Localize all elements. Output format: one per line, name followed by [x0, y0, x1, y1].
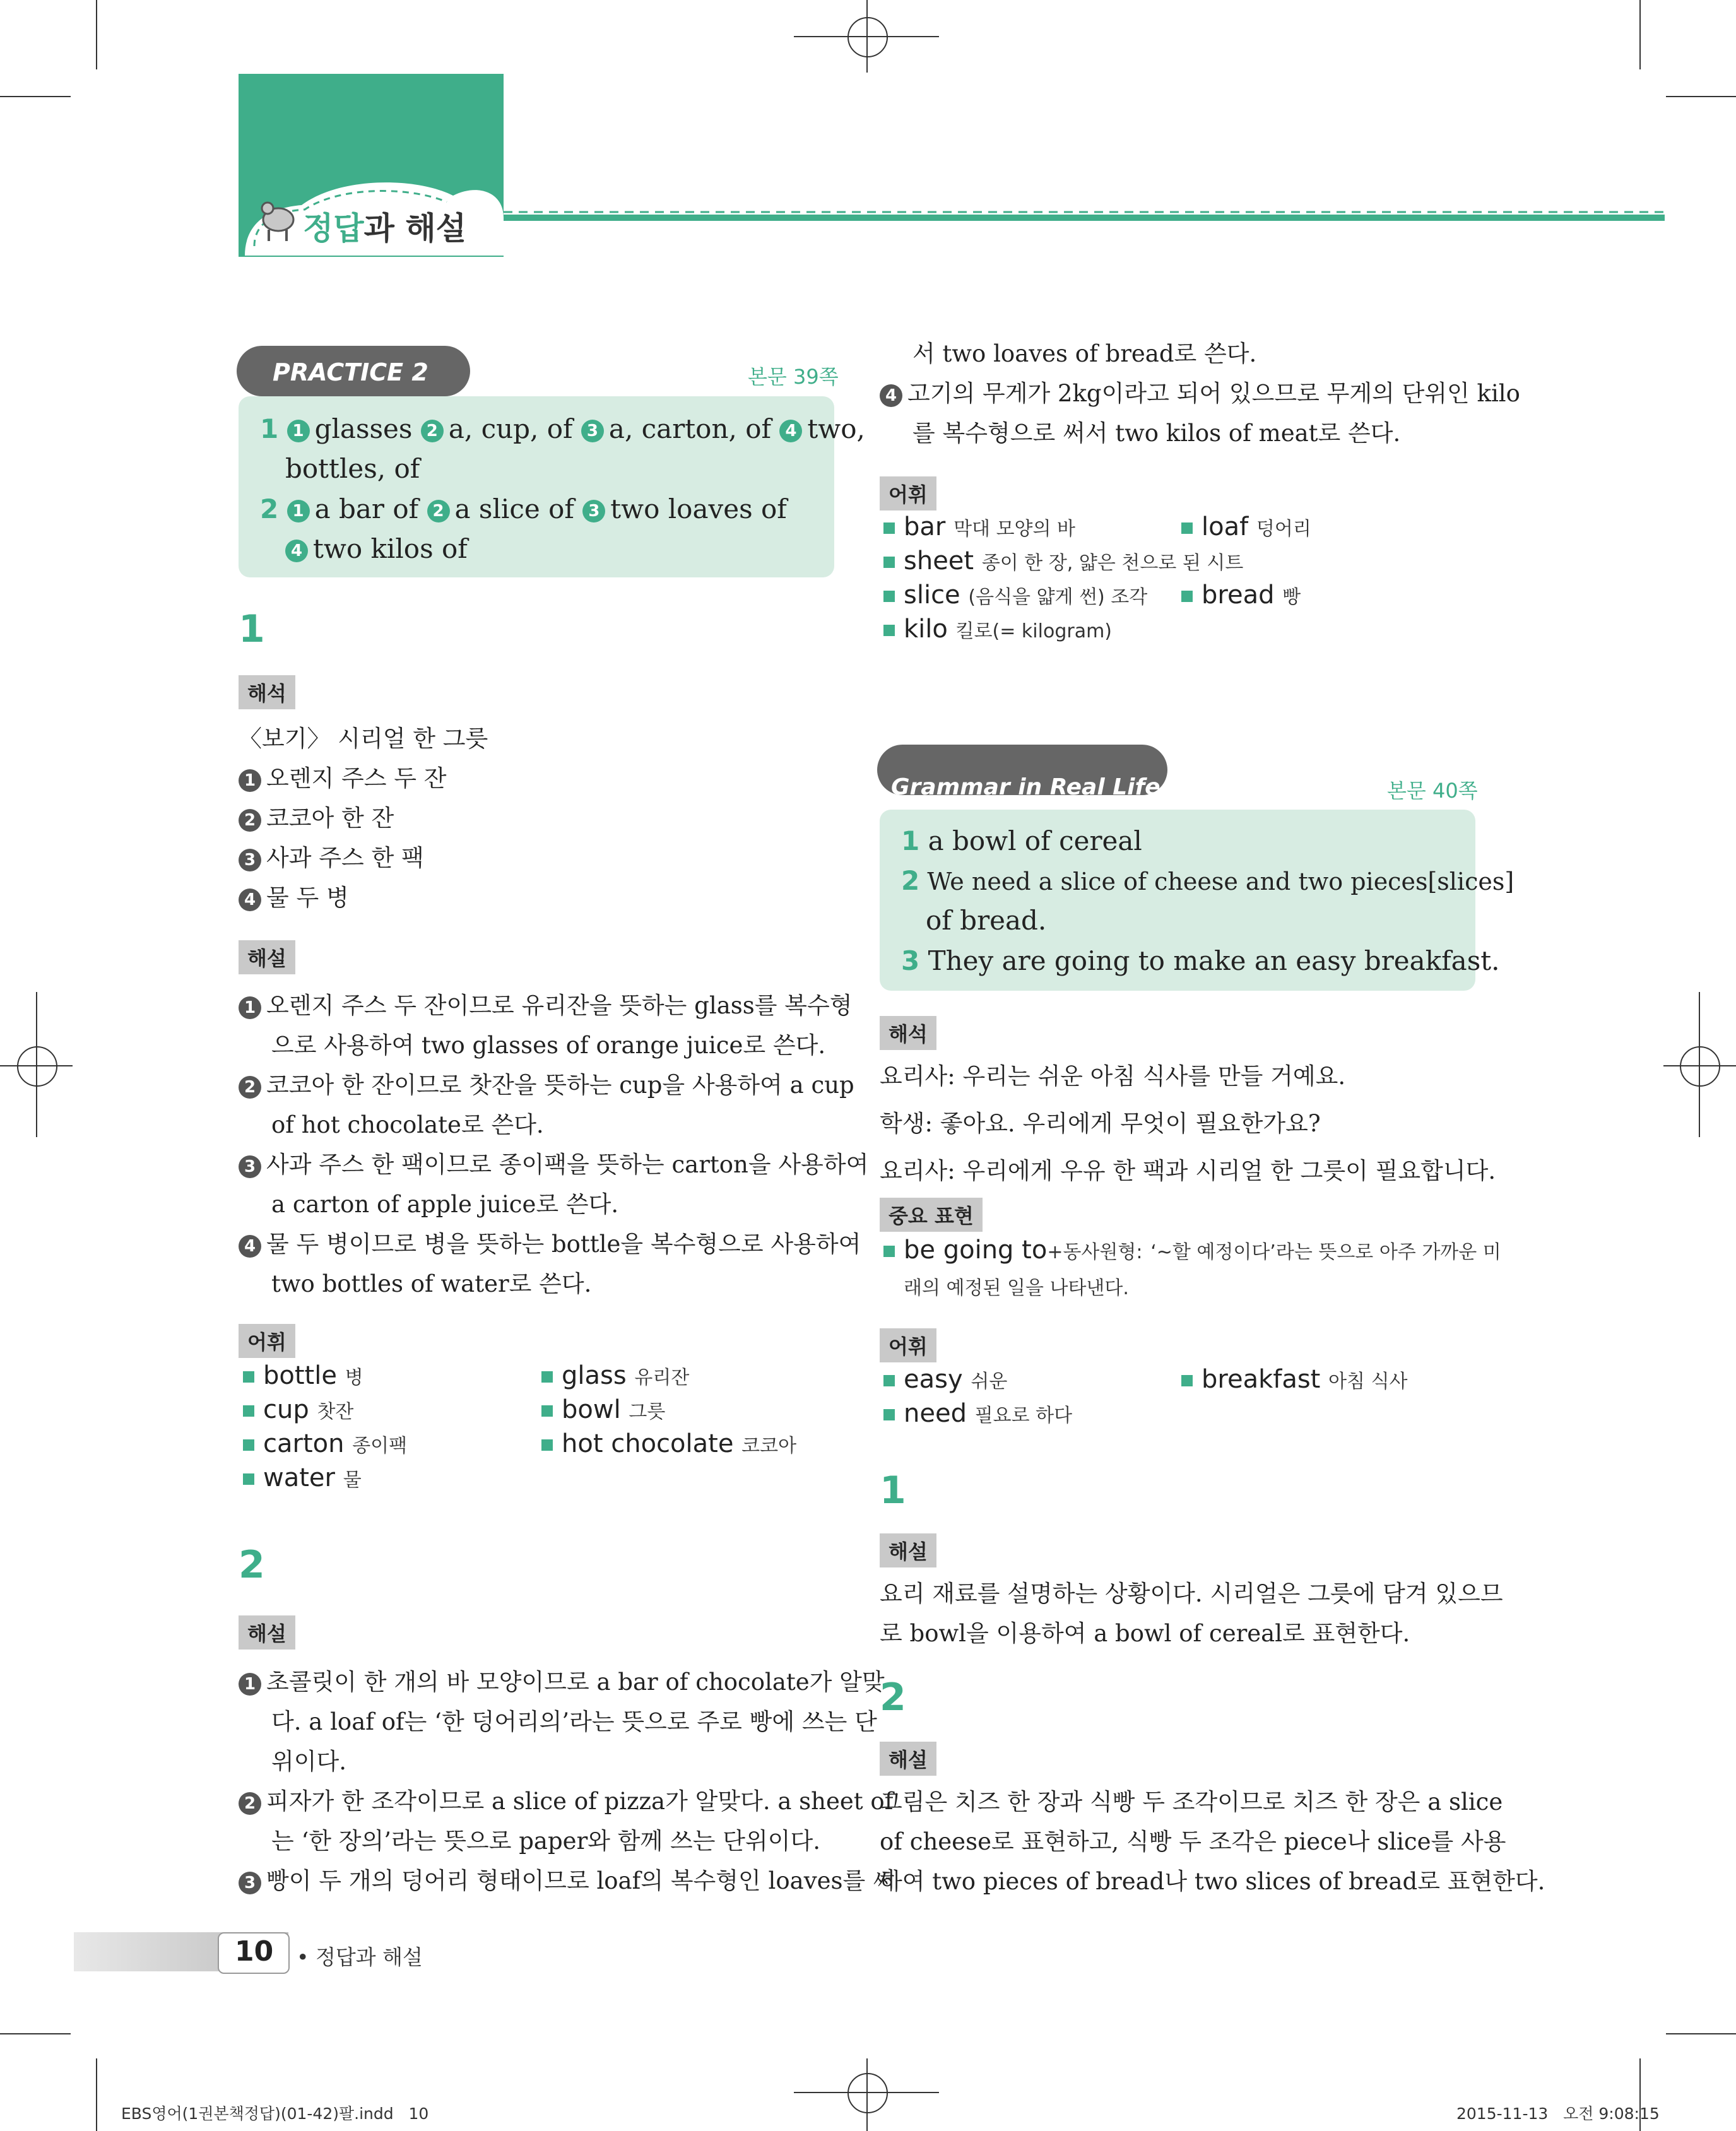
explain-line: two bottles of water로 쓴다.: [271, 1270, 592, 1297]
vocab-kr: (음식을 얇게 썬) 조각: [968, 586, 1148, 608]
explain-line: 서 two loaves of bread로 쓴다.: [912, 340, 1257, 367]
explain-line: 그림은 치즈 한 장과 식빵 두 조각이므로 치즈 한 장은 a slice: [880, 1788, 1503, 1815]
vocab-item: [243, 1463, 362, 1492]
crop-mark: [1639, 0, 1641, 69]
explain-line: 위이다.: [271, 1748, 346, 1775]
explain-line: 는 ‘한 장의’라는 뜻으로 paper와 함께 쓰는 단위이다.: [271, 1827, 820, 1855]
explain-line: 하여 two pieces of bread나 two slices of bread로 표현한다.: [880, 1868, 1545, 1895]
circle-number: 2: [427, 500, 450, 522]
section-number: 2: [880, 1675, 906, 1720]
translation-line: [239, 878, 349, 912]
answer-number: 2: [260, 493, 279, 524]
section-tag: 해석: [239, 675, 295, 709]
section-number: 2: [239, 1543, 265, 1587]
translation-text: 코코아 한 잔: [266, 805, 394, 832]
vocab-item: [883, 546, 1243, 576]
vocab-en: sheet: [904, 546, 974, 576]
vocab-en: bar: [904, 512, 946, 541]
section-tag: 해설: [239, 940, 295, 974]
circle-number: 3: [581, 420, 604, 442]
circle-number: 3: [239, 849, 261, 871]
explain-text: 고기의 무게가 2kg이라고 되어 있으므로 무게의 단위인 kilo: [907, 380, 1520, 407]
practice2-answer-1-cont: bottles, of: [285, 453, 420, 484]
explain-line: [239, 1066, 854, 1100]
translation-text: 사과 주스 한 팩: [266, 844, 424, 871]
section-tag: 어휘: [880, 476, 936, 511]
vocab-en: slice: [904, 581, 960, 610]
crop-mark: [96, 0, 97, 69]
explain-text: 빵이 두 개의 덩어리 형태이므로 loaf의 복수형인 loaves를 써: [266, 1867, 895, 1894]
vocab-item: [243, 1429, 407, 1458]
grammar-answer-3: [901, 945, 1500, 976]
vocab-kr: 찻잔: [317, 1401, 354, 1423]
translation-line: 요리사: 우리는 쉬운 아침 식사를 만들 거예요.: [880, 1063, 1346, 1090]
grammar-answer-1: [901, 825, 1142, 856]
section-tag: 어휘: [239, 1324, 295, 1358]
explain-line: [239, 986, 852, 1020]
vocab-en: cup: [263, 1395, 309, 1424]
crop-mark: [0, 2033, 71, 2034]
vocab-item: [541, 1429, 796, 1458]
answer-text: glasses: [314, 413, 413, 444]
answer-text: two kilos of: [313, 533, 468, 564]
vocab-kr: 물: [343, 1469, 362, 1491]
explain-text: 코코아 한 잔이므로 찻잔을 뜻하는 cup을 사용하여 a cup: [266, 1071, 854, 1099]
explain-line: [239, 1663, 885, 1697]
vocab-item: [541, 1395, 665, 1424]
vocab-kr: 종이 한 장, 얇은 천으로 된 시트: [981, 552, 1244, 574]
explain-line: a carton of apple juice로 쓴다.: [271, 1191, 619, 1218]
explain-line: 로 bowl을 이용하여 a bowl of cereal로 표현한다.: [880, 1620, 1410, 1647]
explain-text: 사과 주스 한 팩이므로 종이팩을 뜻하는 carton을 사용하여: [266, 1151, 869, 1178]
translation-line: 학생: 좋아요. 우리에게 무엇이 필요한가요?: [880, 1110, 1321, 1137]
grammar-answer-2: [901, 865, 1514, 896]
circle-number: 2: [239, 809, 261, 832]
vocab-kr: 병: [345, 1367, 363, 1389]
explain-line: of hot chocolate로 쓴다.: [271, 1111, 544, 1138]
vocab-kr: 아침 식사: [1328, 1371, 1408, 1393]
vocab-item: [243, 1395, 353, 1424]
circle-number: 3: [582, 500, 605, 522]
vocab-item: [883, 512, 1075, 541]
practice2-page-ref: 본문 39쪽: [748, 365, 839, 389]
vocab-en: breakfast: [1202, 1365, 1321, 1394]
circle-number: 1: [287, 420, 310, 442]
section-number: 1: [239, 607, 265, 651]
key-expression-en: be going to: [904, 1236, 1048, 1265]
vocab-kr: 그릇: [629, 1401, 666, 1423]
vocab-kr: 쉬운: [971, 1371, 1008, 1393]
answer-text: a, cup, of: [448, 413, 573, 444]
answer-number: 1: [260, 413, 279, 444]
translation-line: [239, 759, 446, 793]
translation-line: 요리사: 우리에게 우유 한 팩과 시리얼 한 그릇이 필요합니다.: [880, 1157, 1496, 1184]
vocab-kr: 킬로(= kilogram): [955, 620, 1113, 642]
circle-number: 3: [239, 1872, 261, 1894]
section-tag: 해설: [880, 1742, 936, 1776]
answer-text: a bar of: [314, 493, 419, 524]
explain-line: [239, 1145, 868, 1179]
explain-line: 으로 사용하여 two glasses of orange juice로 쓴다.: [271, 1032, 826, 1059]
circle-number: 3: [239, 1155, 261, 1178]
crop-mark: [96, 2058, 97, 2131]
vocab-item: [541, 1361, 689, 1390]
circle-number: 1: [239, 1673, 261, 1696]
crop-mark: [1666, 96, 1736, 97]
explain-text: 피자가 한 조각이므로 a slice of pizza가 알맞다. a sheet of: [266, 1788, 894, 1815]
vocab-kr: 빵: [1282, 586, 1301, 608]
practice2-answer-2: [260, 493, 787, 524]
camel-icon: [259, 197, 298, 242]
circle-number: 1: [239, 769, 261, 792]
section-number: 1: [880, 1468, 906, 1513]
footer-page-label: • 정답과 해설: [297, 1945, 423, 1969]
section-tag: 해석: [880, 1016, 936, 1050]
key-expression-desc: ‘~할 예정이다’라는 뜻으로 아주 가까운 미: [1150, 1241, 1501, 1263]
header-title-rest: 과 해설: [363, 210, 466, 247]
answer-text: a, carton, of: [608, 413, 772, 444]
circle-number: 2: [239, 1792, 261, 1815]
vocab-kr: 코코아: [741, 1435, 797, 1457]
translation-line: 〈보기〉 시리얼 한 그릇: [239, 725, 488, 752]
vocab-item: [883, 615, 1112, 644]
explain-line: [880, 374, 1520, 408]
vocab-en: carton: [263, 1429, 345, 1458]
vocab-en: bowl: [562, 1395, 621, 1424]
section-tag: 중요 표현: [880, 1198, 983, 1232]
translation-line: [239, 839, 424, 873]
practice2-label: PRACTICE 2: [273, 358, 428, 386]
vocab-en: bottle: [263, 1361, 337, 1390]
circle-number: 4: [880, 384, 902, 407]
section-tag: 해설: [239, 1615, 295, 1650]
explain-line: 를 복수형으로 써서 two kilos of meat로 쓴다.: [912, 420, 1401, 447]
explain-text: 물 두 병이므로 병을 뜻하는 bottle을 복수형으로 사용하여: [266, 1231, 861, 1258]
translation-line: [239, 799, 394, 833]
key-expression-desc: 래의 예정된 일을 나타낸다.: [904, 1277, 1129, 1299]
footer-file-name: EBS영어(1권본책정답)(01-42)팔.indd 10: [121, 2104, 429, 2123]
explain-line: [239, 1225, 861, 1259]
explain-line: 다. a loaf of는 ‘한 덩어리의’라는 뜻으로 주로 빵에 쓰는 단: [271, 1708, 877, 1735]
grammar-label: Grammar in Real Life: [891, 774, 1160, 800]
key-expression-plus: +동사원형:: [1047, 1241, 1143, 1263]
grammar-page-ref: 본문 40쪽: [1387, 779, 1478, 803]
key-expression-cont: [904, 1272, 1129, 1301]
vocab-en: glass: [562, 1361, 627, 1390]
explain-line: 요리 재료를 설명하는 상황이다. 시리얼은 그릇에 담겨 있으므: [880, 1580, 1503, 1607]
vocab-item: [883, 1365, 1007, 1394]
key-expression: [883, 1236, 1501, 1265]
vocab-kr: 필요로 하다: [974, 1405, 1073, 1427]
answer-text: They are going to make an easy breakfast.: [928, 945, 1500, 976]
answer-number: 3: [901, 945, 920, 976]
header-title-accent: 정답: [303, 210, 364, 247]
vocab-en: loaf: [1202, 512, 1249, 541]
vocab-item: [1181, 512, 1311, 541]
vocab-item: [883, 1399, 1072, 1428]
practice2-answer-2-cont: [285, 533, 468, 564]
answer-text: a bowl of cereal: [928, 825, 1142, 856]
explain-line: [239, 1862, 895, 1896]
explain-line: [239, 1782, 893, 1816]
vocab-kr: 유리잔: [634, 1367, 690, 1389]
translation-text: 물 두 병: [266, 884, 349, 911]
circle-number: 2: [421, 420, 444, 442]
vocab-en: bread: [1202, 581, 1275, 610]
circle-number: 1: [239, 996, 261, 1019]
answer-text: two loaves of: [610, 493, 787, 524]
circle-number: 4: [239, 1235, 261, 1258]
explain-line: of cheese로 표현하고, 식빵 두 조각은 piece나 slice를 사용: [880, 1828, 1506, 1855]
vocab-item: [243, 1361, 363, 1390]
circle-number: 1: [287, 500, 310, 522]
vocab-item: [1181, 581, 1301, 610]
circle-number: 2: [239, 1076, 261, 1099]
footer-timestamp: 2015-11-13 오전 9:08:15: [1456, 2104, 1660, 2123]
explain-text: 초콜릿이 한 개의 바 모양이므로 a bar of chocolate가 알맞: [266, 1668, 885, 1696]
vocab-item: [1181, 1365, 1408, 1394]
vocab-kr: 덩어리: [1256, 518, 1311, 540]
vocab-en: easy: [904, 1365, 963, 1394]
circle-number: 4: [239, 888, 261, 911]
answer-text: a slice of: [454, 493, 574, 524]
crop-mark: [1666, 2033, 1736, 2034]
answer-text: We need a slice of cheese and two pieces[slices]: [927, 868, 1515, 895]
answer-text: two,: [807, 413, 865, 444]
practice2-answer-1: [260, 413, 865, 444]
vocab-kr: 종이팩: [352, 1435, 408, 1457]
vocab-item: [883, 581, 1147, 610]
circle-number: 4: [285, 540, 308, 562]
grammar-answer-2-cont: of bread.: [926, 905, 1047, 936]
crop-mark: [0, 96, 71, 97]
section-tag: 해설: [880, 1533, 936, 1567]
vocab-kr: 막대 모양의 바: [954, 518, 1076, 540]
header-title: [303, 203, 466, 249]
vocab-en: kilo: [904, 615, 948, 644]
explain-text: 오렌지 주스 두 잔이므로 유리잔을 뜻하는 glass를 복수형: [266, 992, 853, 1019]
section-tag: 어휘: [880, 1328, 936, 1362]
vocab-en: water: [263, 1463, 335, 1492]
vocab-en: need: [904, 1399, 967, 1428]
answer-number: 2: [901, 865, 920, 896]
translation-text: 오렌지 주스 두 잔: [266, 765, 447, 792]
answer-number: 1: [901, 825, 920, 856]
circle-number: 4: [779, 420, 802, 442]
vocab-en: hot chocolate: [562, 1429, 734, 1458]
footer-page-number: 10: [235, 1935, 274, 1968]
